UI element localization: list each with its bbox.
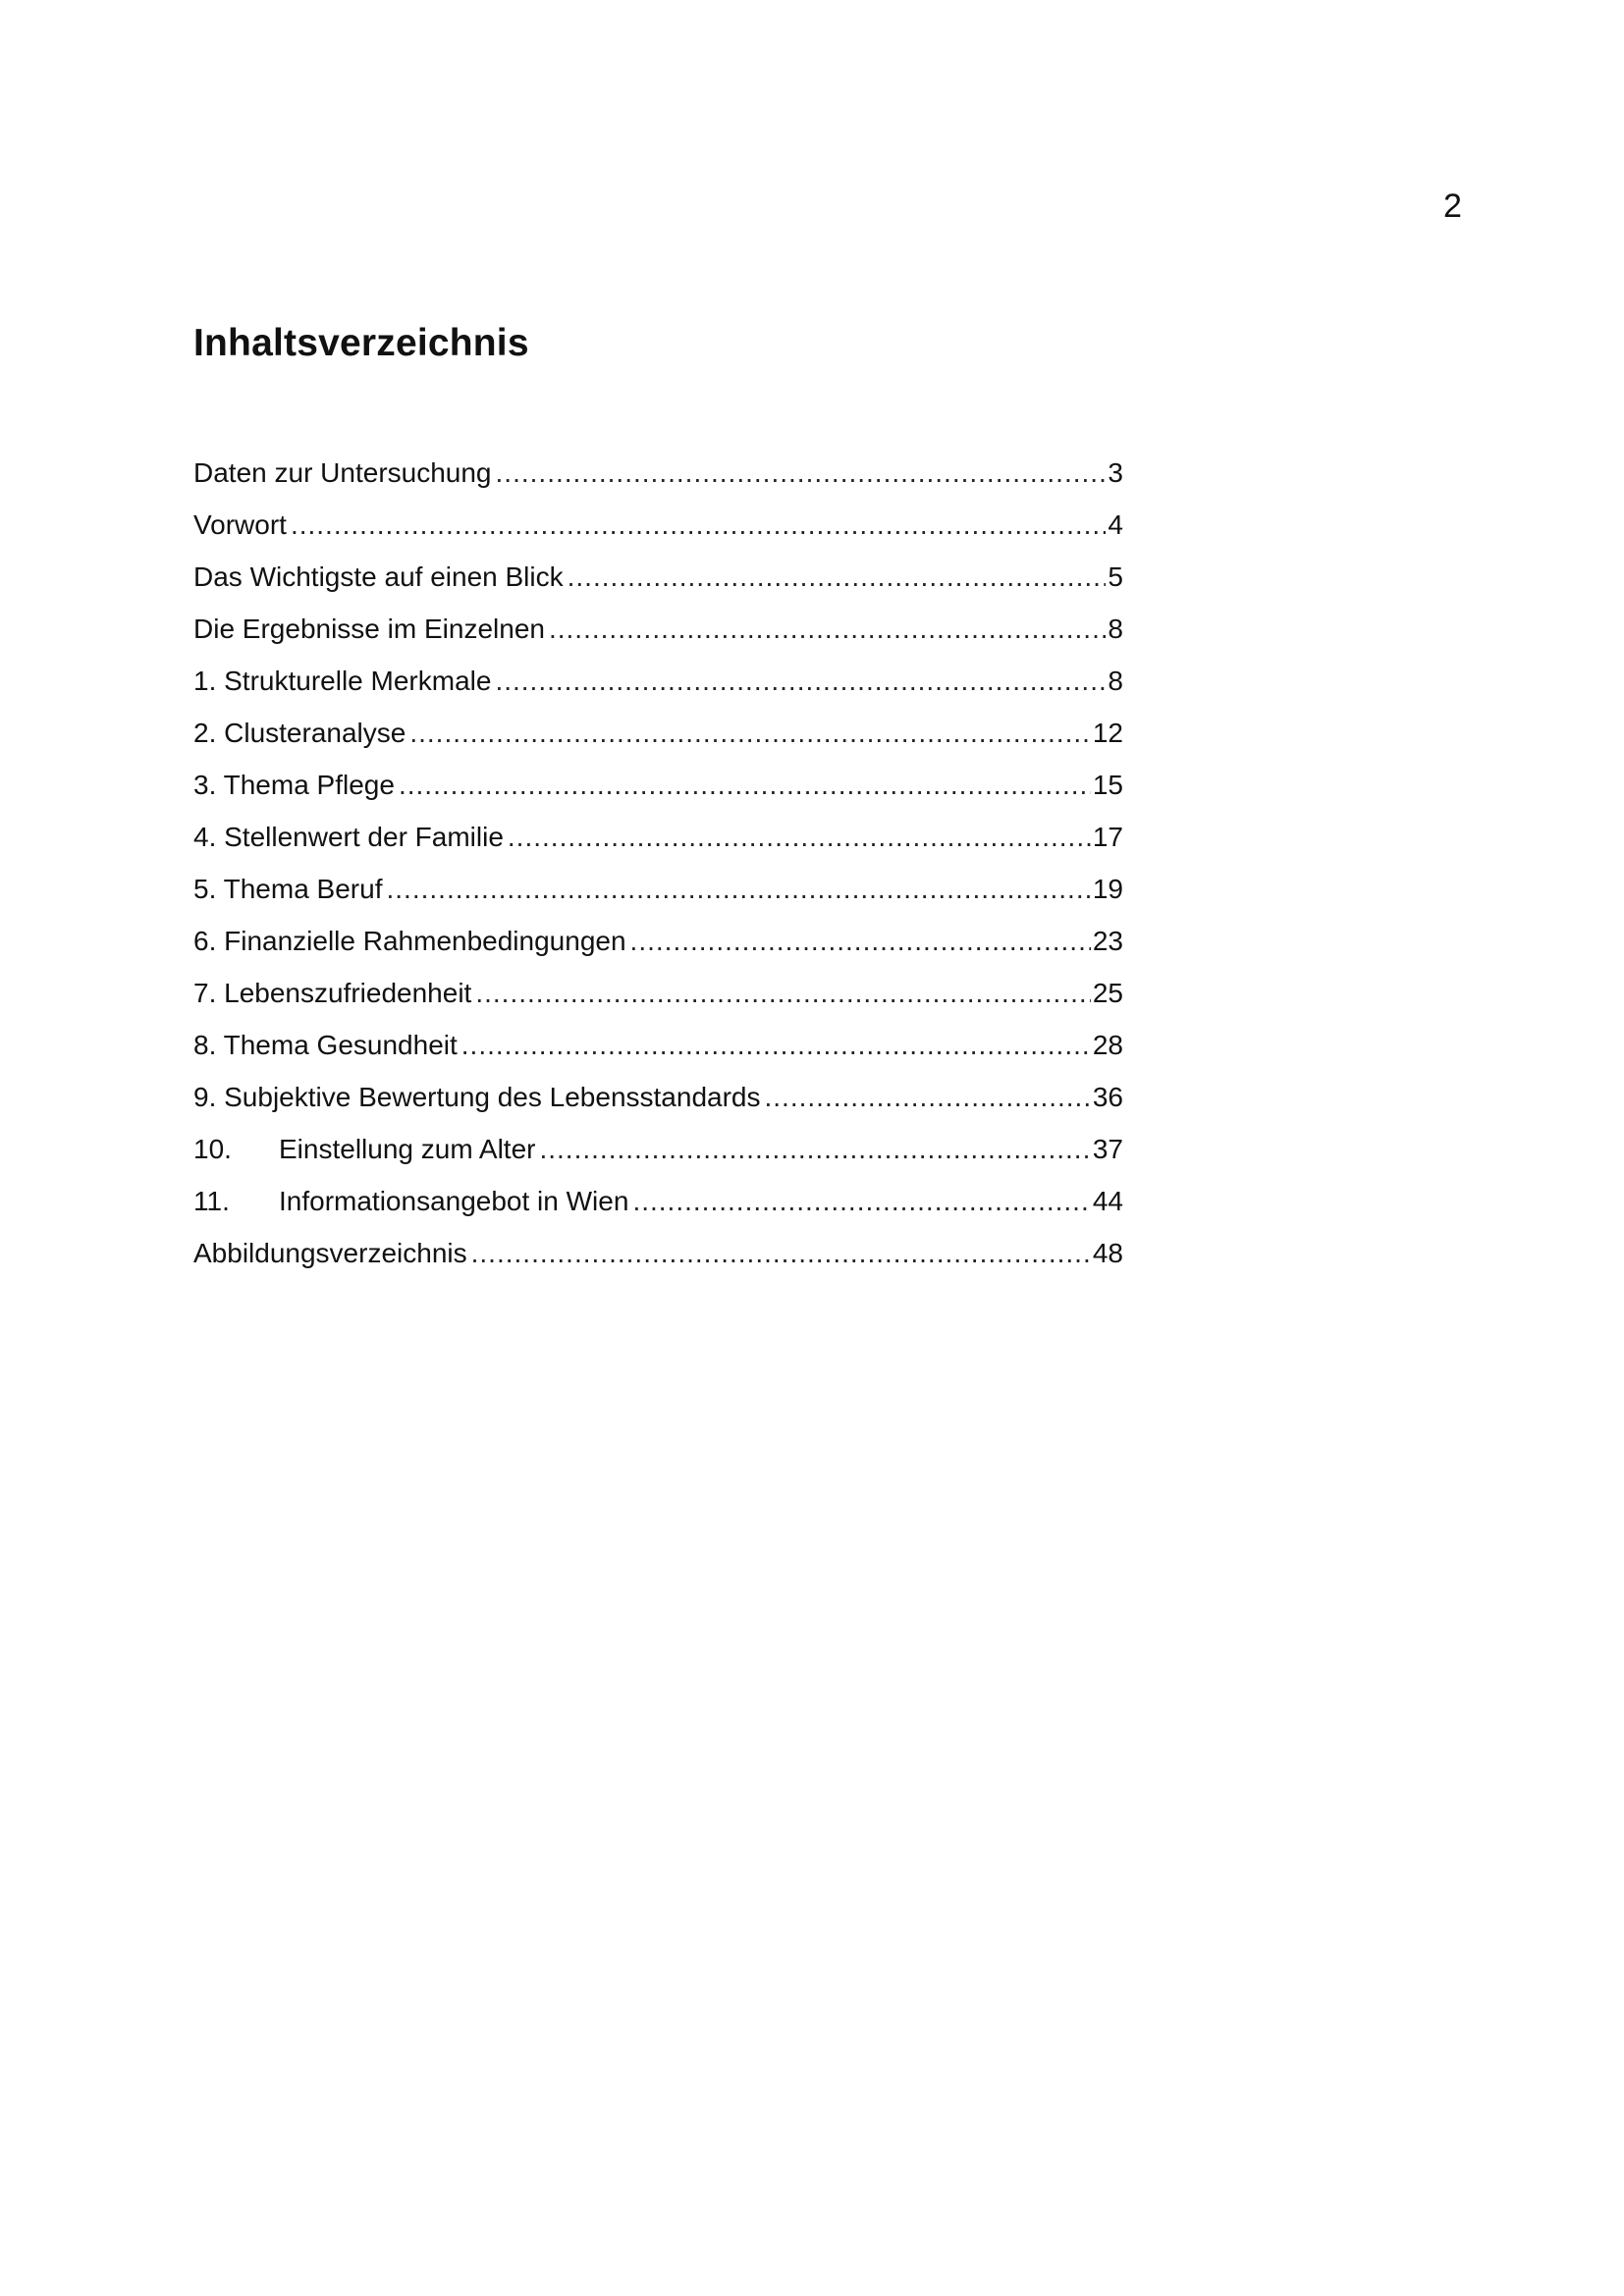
toc-entry[interactable] bbox=[193, 1071, 1123, 1123]
toc-entry-page: 8 bbox=[1108, 614, 1123, 644]
dot-leader bbox=[475, 967, 1091, 1019]
toc-entry-title: Das Wichtigste auf einen Blick bbox=[193, 561, 564, 592]
toc-entry-title: 3. Thema Pflege bbox=[193, 770, 395, 800]
toc-entry-title: Einstellung zum Alter bbox=[279, 1134, 536, 1164]
toc-entry-page: 48 bbox=[1092, 1238, 1123, 1268]
dot-leader bbox=[291, 499, 1106, 551]
dot-leader bbox=[386, 863, 1090, 915]
toc-entry-title: Abbildungsverzeichnis bbox=[193, 1238, 467, 1268]
dot-leader bbox=[765, 1071, 1091, 1123]
toc-entry-title: Informationsangebot in Wien bbox=[279, 1186, 629, 1216]
toc-entry-page: 3 bbox=[1108, 457, 1123, 488]
dot-leader bbox=[568, 551, 1107, 603]
toc-entry[interactable] bbox=[193, 603, 1123, 655]
toc-entry-page: 15 bbox=[1092, 770, 1123, 800]
toc-entry-page: 4 bbox=[1108, 509, 1123, 540]
dot-leader bbox=[508, 811, 1091, 863]
toc-entry-page: 5 bbox=[1108, 561, 1123, 592]
dot-leader bbox=[549, 603, 1106, 655]
toc-entry-title: Daten zur Untersuchung bbox=[193, 457, 492, 488]
toc-entry-page: 44 bbox=[1092, 1186, 1123, 1216]
toc-entry[interactable] bbox=[193, 915, 1123, 967]
toc-entry[interactable] bbox=[193, 1175, 1123, 1227]
toc-entry-title: 2. Clusteranalyse bbox=[193, 718, 406, 748]
toc-entry-title: 1. Strukturelle Merkmale bbox=[193, 666, 492, 696]
dot-leader bbox=[632, 1175, 1090, 1227]
toc-entry[interactable] bbox=[193, 759, 1123, 811]
toc-entry-page: 12 bbox=[1092, 718, 1123, 748]
toc-entry[interactable] bbox=[193, 863, 1123, 915]
toc-entry-number: 11. bbox=[193, 1186, 230, 1216]
toc-entry-title: Vorwort bbox=[193, 509, 287, 540]
toc-entry-page: 23 bbox=[1092, 926, 1123, 956]
toc-entry-page: 17 bbox=[1092, 822, 1123, 852]
toc-entry-title: 5. Thema Beruf bbox=[193, 874, 383, 904]
dot-leader bbox=[495, 655, 1106, 707]
toc-entry-page: 19 bbox=[1092, 874, 1123, 904]
toc-entry[interactable] bbox=[193, 499, 1123, 551]
toc-entry-number: 10. bbox=[193, 1134, 232, 1164]
dot-leader bbox=[496, 447, 1107, 499]
toc-entry[interactable] bbox=[193, 1019, 1123, 1071]
page-number: 2 bbox=[1443, 187, 1462, 225]
toc-entry-page: 8 bbox=[1108, 666, 1123, 696]
dot-leader bbox=[539, 1123, 1090, 1175]
toc-entry-page: 25 bbox=[1092, 978, 1123, 1008]
toc-entry-title: 8. Thema Gesundheit bbox=[193, 1030, 458, 1060]
toc-entry[interactable] bbox=[193, 1227, 1123, 1279]
table-of-contents bbox=[193, 447, 1123, 1279]
toc-entry-title: Die Ergebnisse im Einzelnen bbox=[193, 614, 545, 644]
toc-entry-title: 9. Subjektive Bewertung des Lebensstandards bbox=[193, 1082, 761, 1112]
dot-leader bbox=[399, 759, 1091, 811]
toc-entry[interactable] bbox=[193, 655, 1123, 707]
toc-entry-title: 4. Stellenwert der Familie bbox=[193, 822, 504, 852]
toc-entry[interactable] bbox=[193, 707, 1123, 759]
toc-entry[interactable] bbox=[193, 811, 1123, 863]
toc-entry[interactable] bbox=[193, 967, 1123, 1019]
toc-entry-page: 36 bbox=[1092, 1082, 1123, 1112]
toc-entry-page: 28 bbox=[1092, 1030, 1123, 1060]
dot-leader bbox=[630, 915, 1091, 967]
dot-leader bbox=[461, 1019, 1091, 1071]
toc-entry-page: 37 bbox=[1092, 1134, 1123, 1164]
dot-leader bbox=[409, 707, 1091, 759]
toc-entry[interactable] bbox=[193, 447, 1123, 499]
dot-leader bbox=[471, 1227, 1091, 1279]
page-title: Inhaltsverzeichnis bbox=[193, 322, 529, 364]
toc-entry[interactable] bbox=[193, 1123, 1123, 1175]
toc-entry[interactable] bbox=[193, 551, 1123, 603]
toc-entry-title: 7. Lebenszufriedenheit bbox=[193, 978, 472, 1008]
toc-entry-title: 6. Finanzielle Rahmenbedingungen bbox=[193, 926, 626, 956]
